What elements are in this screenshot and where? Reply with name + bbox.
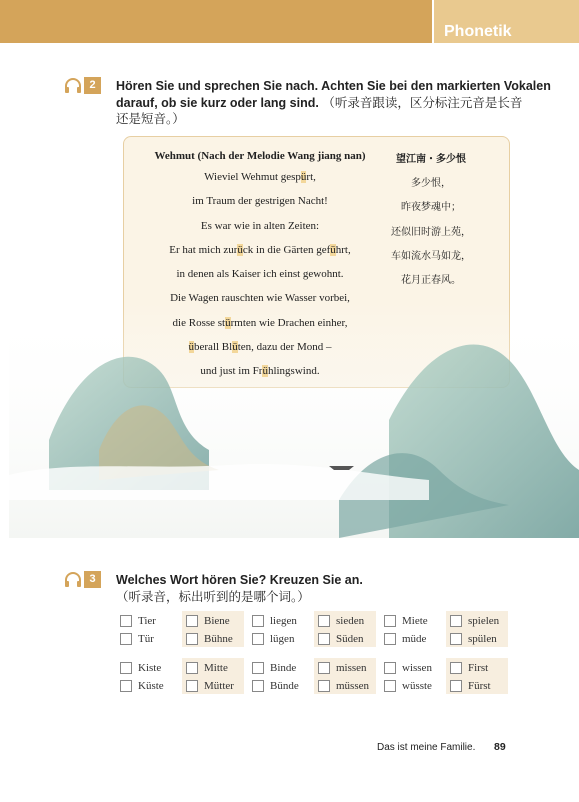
word-option[interactable] [318,677,369,694]
poem-german [130,150,390,390]
word-label: Miete [402,614,428,627]
poem-text: berall Bl [194,341,233,354]
word-pair [380,611,442,647]
poem-text: Es war wie in alten Zeiten: [200,219,320,232]
word-pair [182,611,244,647]
checkbox[interactable] [450,680,462,692]
page-number: 89 [494,741,506,753]
checkbox[interactable] [450,615,462,627]
section-tab [432,0,579,43]
word-pair [446,658,508,694]
word-option[interactable] [450,677,491,694]
checkbox[interactable] [252,680,264,692]
marked-vowel: ü [330,243,336,256]
exercise-2-instruction [116,78,551,128]
word-option[interactable] [384,612,428,629]
word-label: spielen [468,614,500,627]
word-option[interactable] [450,630,497,647]
poem-text: Die Wagen rauschten wie Wasser vorbei, [170,292,350,305]
poem-chinese [376,150,486,295]
footer-title: Das ist meine Familie. [377,742,476,753]
poem-line [130,317,390,341]
poem-text: hlingswind. [267,365,320,378]
poem-line [130,268,390,292]
checkbox[interactable] [186,633,198,645]
word-option[interactable] [186,659,228,676]
checkbox[interactable] [318,615,330,627]
poem-title-zh: 望江南・多少恨 [396,154,466,165]
instruction-line: darauf, ob sie kurz oder lang sind. [116,95,319,110]
word-option[interactable] [318,612,364,629]
word-label: Bühne [204,632,233,645]
word-option[interactable] [318,659,367,676]
poem-line-zh: 车如流水马如龙， [391,250,471,262]
poem-line-zh: 多少恨， [411,178,451,189]
word-option[interactable] [120,630,154,647]
word-label: müde [402,632,427,645]
word-pair [314,658,376,694]
word-option[interactable] [252,677,299,694]
marked-vowel: ü [262,365,268,378]
word-label: Tier [138,614,156,627]
poem-line-zh: 昨夜梦魂中； [401,202,461,214]
word-pair [248,658,310,694]
word-label: liegen [270,614,297,627]
word-option[interactable] [186,630,233,647]
word-label: wüsste [402,679,432,692]
instruction-line: Welches Wort hören Sie? Kreuzen Sie an. [116,573,363,587]
poem-title-de: Wehmut (Nach der Melodie Wang jiang nan) [154,150,366,162]
checkbox[interactable] [120,680,132,692]
exercise-3-instruction [116,572,363,605]
instruction-line: Hören Sie und sprechen Sie nach. Achten Sie bei den markierten Vokalen [116,79,551,93]
word-option[interactable] [186,612,230,629]
word-label: Binde [270,661,297,674]
checkbox[interactable] [384,662,396,674]
checkbox[interactable] [384,633,396,645]
word-option[interactable] [120,677,164,694]
checkbox[interactable] [120,633,132,645]
word-label: Süden [336,632,364,645]
poem-line [130,195,390,219]
word-pair [116,611,178,647]
word-option[interactable] [120,659,161,676]
word-pair [446,611,508,647]
poem-line [130,292,390,316]
marked-vowel: ü [225,316,231,329]
poem-line [130,171,390,195]
word-option[interactable] [252,659,296,676]
word-option[interactable] [384,659,432,676]
word-pair [116,658,178,694]
checkbox[interactable] [318,680,330,692]
marked-vowel: ü [300,171,307,183]
poem-text: rt, [306,171,316,183]
poem-text: Wieviel Wehmut gesp [204,171,301,183]
instruction-zh: 还是短音。） [116,112,185,126]
word-option[interactable] [450,612,499,629]
word-pair [314,611,376,647]
word-label: Küste [138,679,164,692]
instruction-zh: （听录音，标出听到的是哪个词。） [116,589,310,604]
poem-text: rmten wie Drachen einher, [230,316,348,329]
checkbox[interactable] [120,615,132,627]
marked-vowel: ü [188,341,195,354]
checkbox[interactable] [384,615,396,627]
word-label: Kiste [138,661,162,674]
exercise-number: 2 [84,77,101,94]
checkbox[interactable] [384,680,396,692]
poem-text: und just im Fr [200,365,263,378]
checkbox[interactable] [186,662,198,674]
word-label: Mitte [204,661,228,674]
word-pair [182,658,244,694]
word-option[interactable] [252,612,297,629]
word-option[interactable] [318,630,364,647]
checkbox[interactable] [450,633,462,645]
word-label: First [468,661,489,674]
marked-vowel: ü [237,243,243,256]
checkbox[interactable] [186,615,198,627]
checkbox[interactable] [252,662,264,674]
word-pair [380,658,442,694]
poem-text: in denen als Kaiser ich einst gewohnt. [176,268,344,281]
poem-text: hrt, [335,243,351,256]
exercise-2-marker [64,77,101,94]
word-option[interactable] [450,659,488,676]
instruction-zh: （听录音跟读，区分标注元音是长音 [322,95,523,110]
word-label: Fürst [468,679,491,692]
word-option[interactable] [384,677,432,694]
word-pair [248,611,310,647]
poem-line-zh: 花月正春风。 [401,275,461,287]
word-label: lügen [270,632,295,645]
checkbox[interactable] [186,680,198,692]
word-label: spülen [468,632,497,645]
word-label: sieden [336,614,365,627]
marked-vowel: ü [232,341,238,354]
word-label: wissen [402,661,432,674]
word-label: Bünde [270,679,299,692]
poem-line [130,244,390,268]
poem-text: ten, dazu der Mond – [237,341,332,354]
poem-line [130,220,390,244]
checkbox[interactable] [450,662,462,674]
section-title: Phonetik [444,23,512,40]
poem-line [130,341,390,365]
poem-text: im Traum der gestrigen Nacht! [192,195,328,208]
word-option[interactable] [120,612,156,629]
checkbox[interactable] [252,615,264,627]
exercise-number: 3 [84,571,101,588]
word-option[interactable] [384,630,426,647]
word-label: müssen [336,679,369,692]
headphones-icon[interactable] [64,78,82,94]
checkbox[interactable] [120,662,132,674]
poem-text: Er hat mich zur [169,243,238,256]
word-label: Mütter [204,679,234,692]
word-label: Biene [204,614,230,627]
word-option[interactable] [186,677,234,694]
checkbox[interactable] [318,662,330,674]
word-label: Tür [138,632,154,645]
poem-line [130,365,390,389]
poem-text: die Rosse st [172,316,226,329]
checkbox[interactable] [252,633,264,645]
checkbox[interactable] [318,633,330,645]
headphones-icon[interactable] [64,572,82,588]
poem-line-zh: 还似旧时游上苑， [391,226,471,238]
poem-text: ck in die Gärten gef [242,243,331,256]
exercise-3-marker [64,571,101,588]
word-option[interactable] [252,630,294,647]
word-label: missen [336,661,367,674]
